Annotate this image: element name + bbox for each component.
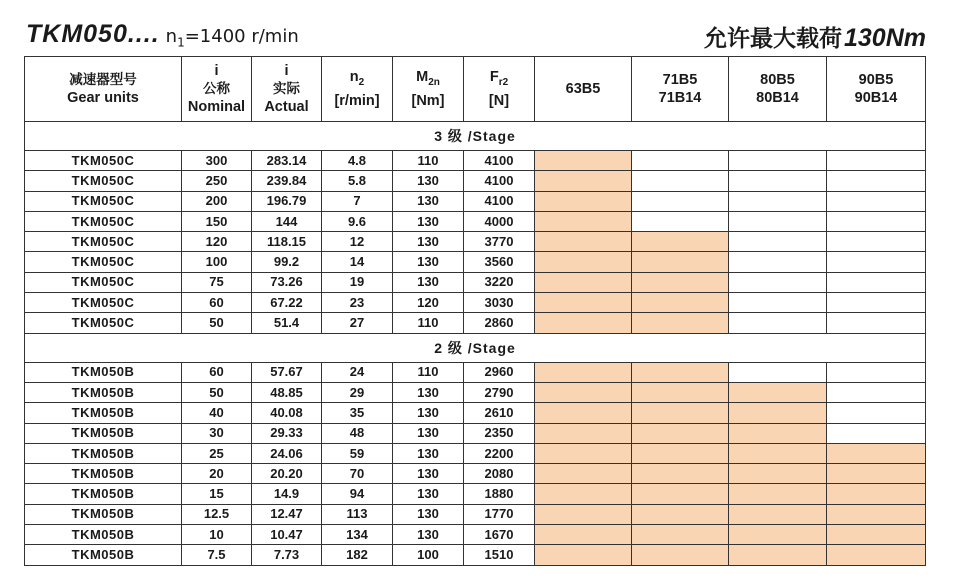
cell-fr2: 1880 [464, 484, 535, 504]
cell-n2: 134 [322, 525, 393, 545]
cell-m2n: 130 [393, 423, 464, 443]
cell-m2n: 130 [393, 443, 464, 463]
cell-model: TKM050C [25, 293, 182, 313]
cell-n2: 23 [322, 293, 393, 313]
cell-model: TKM050B [25, 525, 182, 545]
page-title [26, 20, 299, 54]
cell-i-actual: 51.4 [252, 313, 322, 333]
cell-model: TKM050C [25, 232, 182, 252]
max-load-title [704, 20, 926, 54]
motor-fit-cell [729, 545, 827, 565]
motor-empty-cell [827, 171, 926, 191]
motor-fit-cell [632, 545, 729, 565]
cell-i-nominal: 120 [182, 232, 252, 252]
cell-i-nominal: 10 [182, 525, 252, 545]
cell-m2n: 110 [393, 313, 464, 333]
stage-label: 2 级 /Stage [25, 333, 926, 362]
cell-i-actual: 67.22 [252, 293, 322, 313]
cell-n2: 19 [322, 272, 393, 292]
cell-model: TKM050B [25, 484, 182, 504]
cell-fr2: 2610 [464, 403, 535, 423]
cell-fr2: 1510 [464, 545, 535, 565]
cell-n2: 7 [322, 191, 393, 211]
motor-empty-cell [827, 211, 926, 231]
cell-m2n: 110 [393, 362, 464, 382]
motor-fit-cell [535, 545, 632, 565]
cell-n2: 70 [322, 464, 393, 484]
table-row [25, 382, 926, 402]
cell-fr2: 2960 [464, 362, 535, 382]
cell-model: TKM050B [25, 423, 182, 443]
cell-n2: 113 [322, 504, 393, 524]
table-row [25, 423, 926, 443]
table-row [25, 362, 926, 382]
cell-m2n: 130 [393, 464, 464, 484]
motor-empty-cell [827, 151, 926, 171]
motor-fit-cell [535, 272, 632, 292]
cell-i-nominal: 60 [182, 362, 252, 382]
cell-fr2: 1670 [464, 525, 535, 545]
motor-fit-cell [632, 464, 729, 484]
cell-fr2: 1770 [464, 504, 535, 524]
cell-i-actual: 10.47 [252, 525, 322, 545]
gear-spec-table [24, 56, 926, 566]
cell-fr2: 2200 [464, 443, 535, 463]
table-row [25, 252, 926, 272]
cell-n2: 94 [322, 484, 393, 504]
table-row [25, 191, 926, 211]
cell-i-nominal: 150 [182, 211, 252, 231]
motor-fit-cell [827, 443, 926, 463]
motor-fit-cell [729, 443, 827, 463]
motor-empty-cell [827, 423, 926, 443]
cell-fr2: 4100 [464, 151, 535, 171]
cell-n2: 59 [322, 443, 393, 463]
cell-fr2: 3030 [464, 293, 535, 313]
cell-n2: 48 [322, 423, 393, 443]
cell-m2n: 130 [393, 504, 464, 524]
cell-fr2: 4100 [464, 191, 535, 211]
motor-fit-cell [535, 171, 632, 191]
motor-fit-cell [535, 403, 632, 423]
cell-n2: 4.8 [322, 151, 393, 171]
cell-i-actual: 29.33 [252, 423, 322, 443]
cell-m2n: 100 [393, 545, 464, 565]
motor-fit-cell [535, 423, 632, 443]
motor-empty-cell [827, 232, 926, 252]
motor-empty-cell [827, 313, 926, 333]
cell-m2n: 130 [393, 484, 464, 504]
cell-fr2: 3560 [464, 252, 535, 272]
cell-fr2: 4000 [464, 211, 535, 231]
motor-empty-cell [729, 211, 827, 231]
table-row [25, 171, 926, 191]
motor-fit-cell [535, 443, 632, 463]
motor-empty-cell [827, 272, 926, 292]
cell-model: TKM050B [25, 382, 182, 402]
motor-fit-cell [535, 313, 632, 333]
motor-empty-cell [827, 362, 926, 382]
cell-model: TKM050C [25, 313, 182, 333]
col-motor-90: 90B5 90B14 [827, 57, 926, 122]
cell-model: TKM050B [25, 443, 182, 463]
motor-empty-cell [632, 211, 729, 231]
cell-m2n: 130 [393, 232, 464, 252]
cell-m2n: 130 [393, 272, 464, 292]
motor-fit-cell [632, 525, 729, 545]
cell-fr2: 3220 [464, 272, 535, 292]
cell-i-actual: 196.79 [252, 191, 322, 211]
motor-fit-cell [632, 423, 729, 443]
motor-fit-cell [729, 382, 827, 402]
stage-label: 3 级 /Stage [25, 122, 926, 151]
cell-i-nominal: 75 [182, 272, 252, 292]
col-n2: $n_2$ [r/min] [322, 57, 393, 122]
model-series-title: TKM050.... [26, 20, 160, 48]
motor-fit-cell [535, 232, 632, 252]
motor-empty-cell [827, 382, 926, 402]
cell-i-nominal: 50 [182, 382, 252, 402]
table-row [25, 525, 926, 545]
cell-m2n: 130 [393, 191, 464, 211]
cell-i-actual: 7.73 [252, 545, 322, 565]
cell-n2: 12 [322, 232, 393, 252]
cell-m2n: 130 [393, 525, 464, 545]
cell-m2n: 130 [393, 171, 464, 191]
cell-i-actual: 20.20 [252, 464, 322, 484]
col-fr2: $F_{r2}$ [N] [464, 57, 535, 122]
motor-fit-cell [632, 313, 729, 333]
motor-fit-cell [729, 525, 827, 545]
col-m2n: $M_{2n}$ [Nm] [393, 57, 464, 122]
motor-fit-cell [535, 525, 632, 545]
table-row [25, 545, 926, 565]
cell-fr2: 3770 [464, 232, 535, 252]
cell-fr2: 2350 [464, 423, 535, 443]
motor-fit-cell [535, 504, 632, 524]
cell-i-actual: 144 [252, 211, 322, 231]
table-row [25, 403, 926, 423]
motor-empty-cell [827, 403, 926, 423]
cell-i-actual: 14.9 [252, 484, 322, 504]
motor-fit-cell [632, 362, 729, 382]
motor-empty-cell [729, 151, 827, 171]
table-row [25, 232, 926, 252]
cell-n2: 14 [322, 252, 393, 272]
cell-i-nominal: 7.5 [182, 545, 252, 565]
cell-model: TKM050B [25, 362, 182, 382]
cell-i-nominal: 20 [182, 464, 252, 484]
motor-fit-cell [632, 272, 729, 292]
cell-m2n: 120 [393, 293, 464, 313]
col-i-nominal: i 公称 Nominal [182, 57, 252, 122]
motor-fit-cell [632, 504, 729, 524]
cell-i-nominal: 40 [182, 403, 252, 423]
motor-fit-cell [827, 545, 926, 565]
motor-empty-cell [729, 313, 827, 333]
motor-fit-cell [827, 484, 926, 504]
motor-fit-cell [632, 443, 729, 463]
cell-model: TKM050C [25, 252, 182, 272]
cell-i-actual: 24.06 [252, 443, 322, 463]
table-row [25, 211, 926, 231]
cell-i-actual: 40.08 [252, 403, 322, 423]
motor-fit-cell [535, 211, 632, 231]
cell-i-nominal: 50 [182, 313, 252, 333]
motor-empty-cell [729, 252, 827, 272]
cell-i-nominal: 15 [182, 484, 252, 504]
motor-fit-cell [535, 293, 632, 313]
table-row [25, 272, 926, 292]
cell-model: TKM050B [25, 403, 182, 423]
motor-fit-cell [827, 504, 926, 524]
motor-fit-cell [632, 484, 729, 504]
cell-i-nominal: 300 [182, 151, 252, 171]
motor-fit-cell [729, 504, 827, 524]
cell-model: TKM050C [25, 171, 182, 191]
motor-empty-cell [632, 151, 729, 171]
cell-i-nominal: 30 [182, 423, 252, 443]
cell-i-actual: 48.85 [252, 382, 322, 402]
cell-m2n: 110 [393, 151, 464, 171]
cell-i-actual: 99.2 [252, 252, 322, 272]
table-row [25, 484, 926, 504]
motor-empty-cell [729, 232, 827, 252]
motor-empty-cell [632, 171, 729, 191]
motor-fit-cell [535, 464, 632, 484]
cell-n2: 29 [322, 382, 393, 402]
table-row [25, 293, 926, 313]
cell-model: TKM050B [25, 545, 182, 565]
motor-fit-cell [535, 484, 632, 504]
cell-i-actual: 57.67 [252, 362, 322, 382]
cell-n2: 35 [322, 403, 393, 423]
motor-empty-cell [632, 191, 729, 211]
table-row [25, 313, 926, 333]
motor-fit-cell [729, 423, 827, 443]
motor-fit-cell [535, 362, 632, 382]
cell-fr2: 4100 [464, 171, 535, 191]
cell-i-actual: 239.84 [252, 171, 322, 191]
motor-fit-cell [632, 403, 729, 423]
cell-m2n: 130 [393, 252, 464, 272]
cell-model: TKM050B [25, 464, 182, 484]
cell-n2: 5.8 [322, 171, 393, 191]
motor-fit-cell [535, 191, 632, 211]
motor-fit-cell [535, 151, 632, 171]
motor-empty-cell [827, 293, 926, 313]
cell-n2: 9.6 [322, 211, 393, 231]
col-motor-71: 71B5 71B14 [632, 57, 729, 122]
motor-empty-cell [827, 252, 926, 272]
col-motor-63b5: 63B5 [535, 57, 632, 122]
cell-model: TKM050C [25, 151, 182, 171]
motor-empty-cell [729, 362, 827, 382]
cell-i-nominal: 200 [182, 191, 252, 211]
cell-i-actual: 118.15 [252, 232, 322, 252]
cell-n2: 182 [322, 545, 393, 565]
max-load-label: 允许最大载荷 [704, 25, 842, 51]
motor-empty-cell [729, 293, 827, 313]
max-load-value: 130Nm [844, 24, 926, 52]
cell-i-actual: 12.47 [252, 504, 322, 524]
motor-fit-cell [632, 382, 729, 402]
motor-fit-cell [827, 525, 926, 545]
motor-empty-cell [729, 171, 827, 191]
cell-n2: 27 [322, 313, 393, 333]
motor-fit-cell [729, 464, 827, 484]
motor-fit-cell [535, 382, 632, 402]
table-header-row [25, 57, 926, 122]
cell-m2n: 130 [393, 382, 464, 402]
cell-i-nominal: 250 [182, 171, 252, 191]
motor-empty-cell [729, 272, 827, 292]
table-row [25, 504, 926, 524]
motor-fit-cell [729, 403, 827, 423]
motor-fit-cell [729, 484, 827, 504]
col-i-actual: i 实际 Actual [252, 57, 322, 122]
stage-row [25, 333, 926, 362]
cell-i-nominal: 100 [182, 252, 252, 272]
cell-i-actual: 283.14 [252, 151, 322, 171]
cell-i-actual: 73.26 [252, 272, 322, 292]
stage-row [25, 122, 926, 151]
motor-fit-cell [535, 252, 632, 272]
cell-i-nominal: 25 [182, 443, 252, 463]
cell-i-nominal: 12.5 [182, 504, 252, 524]
motor-fit-cell [632, 252, 729, 272]
cell-fr2: 2860 [464, 313, 535, 333]
cell-i-nominal: 60 [182, 293, 252, 313]
table-row [25, 464, 926, 484]
cell-model: TKM050B [25, 504, 182, 524]
motor-fit-cell [632, 293, 729, 313]
motor-fit-cell [827, 464, 926, 484]
table-body [25, 122, 926, 566]
motor-fit-cell [632, 232, 729, 252]
cell-model: TKM050C [25, 211, 182, 231]
cell-m2n: 130 [393, 403, 464, 423]
motor-empty-cell [729, 191, 827, 211]
cell-n2: 24 [322, 362, 393, 382]
cell-model: TKM050C [25, 272, 182, 292]
input-speed: $n_1=1400$ r/min [165, 26, 299, 50]
cell-model: TKM050C [25, 191, 182, 211]
cell-fr2: 2080 [464, 464, 535, 484]
cell-fr2: 2790 [464, 382, 535, 402]
table-row [25, 443, 926, 463]
cell-m2n: 130 [393, 211, 464, 231]
table-row [25, 151, 926, 171]
col-gear-units: 减速器型号 Gear units [25, 57, 182, 122]
col-motor-80: 80B5 80B14 [729, 57, 827, 122]
motor-empty-cell [827, 191, 926, 211]
